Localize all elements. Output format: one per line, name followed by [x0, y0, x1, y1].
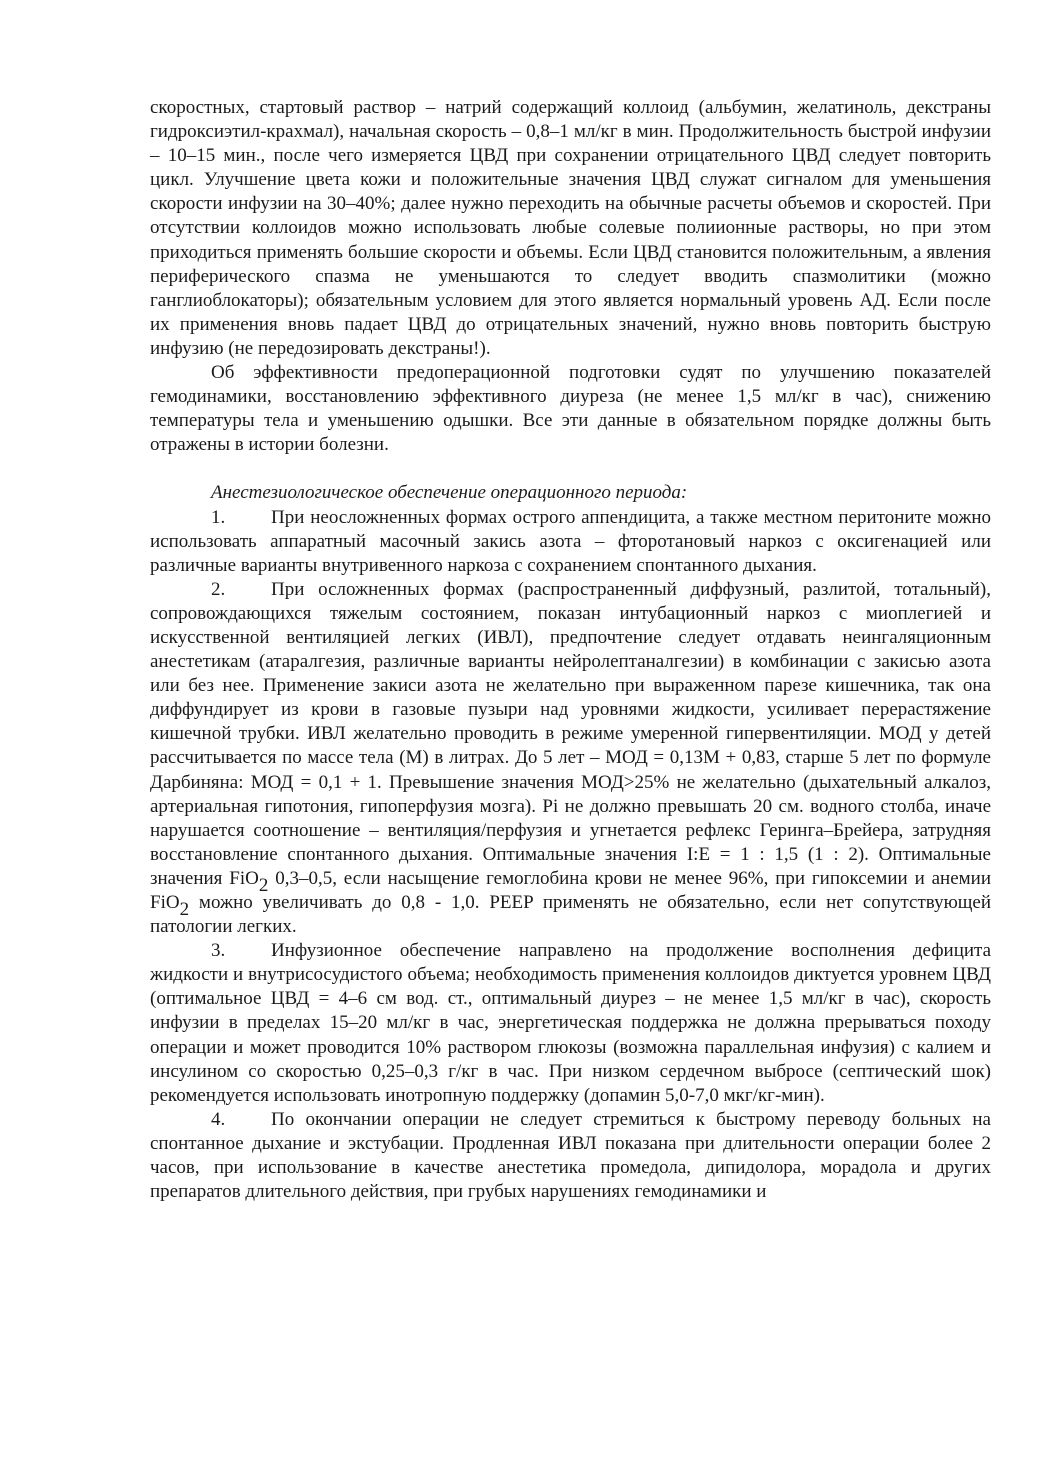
list-item-text: При осложненных формах (распространенный диффузный, разлитой, тотальный), сопровождающихся тяжелым состоянием, показан интубационный наркоз с миоплегией и искусственной вентиляцией легких (ИВЛ), предпочтение следует отдавать неингаляционным анестетикам (атаралгезия, различные варианты нейролептаналгезии) в комбинации с закисью азота или без нее. Применение закиси азота не желательно при выраженном парезе кишечника, так она диффундирует из крови в газовые пузыри над уровнями жидкости, усиливает перерастяжение кишечной трубки. ИВЛ желательно проводить в режиме умеренной гипервентиляции. МОД у детей рассчитывается по массе тела (М) в литрах. До 5 лет – МОД = 0,13М + 0,83, старше 5 лет по формуле Дарбиняна: МОД = 0,1 + 1. Превышение значения МОД>25% не желательно (дыхательный алкалоз, артериальная гипотония, гипоперфузия мозга). Pi не должно превышать 20 см. водного столба, иначе нарушается соотношение – вентиляция/перфузия и угнетается рефлекс Геринга–Брейера, затрудняя восстановление спонтанного дыхания. Оптимальные значения I:E = 1 : 1,5 (1 : 2). Оптимальные значения FiO	[150, 578, 991, 889]
paragraph-infusion: скоростных, стартовый раствор – натрий содержащий коллоид (альбумин, желатиноль, декстраны гидроксиэтил-крахмал), начальная скорость – 0,8–1 мл/кг в мин. Продолжительность быстрой инфузии – 10–15 мин., после чего измеряется ЦВД при сохранении отрицательного ЦВД следует повторить цикл. Улучшение цвета кожи и положительные значения ЦВД служат сигналом для уменьшения скорости инфузии на 30–40%; далее нужно переходить на обычные расчеты объемов и скоростей. При отсутствии коллоидов можно использовать любые солевые полиионные растворы, но при этом приходиться применять большие скорости и объемы. Если ЦВД становится положительным, а явления периферического спазма не уменьшаются то следует вводить спазмолитики (можно ганглиоблокаторы); обязательным условием для этого является нормальный уровень АД. Если после их применения вновь падает ЦВД до отрицательных значений, нужно вновь повторить быструю инфузию (не передозировать декстраны!).	[150, 97, 991, 359]
list-item-text: Инфузионное обеспечение направлено на продолжение восполнения дефицита жидкости и внутрисосудистого объема; необходимость применения коллоидов диктуется уровнем ЦВД (оптимальное ЦВД = 4–6 см вод. ст., оптимальный диурез – не менее 1,5 мл/кг в час), скорость инфузии в пределах 15–20 мл/кг в час, энергетическая поддержка не должна прерываться походу операции и может проводится 10% раствором глюкозы (возможна параллельная инфузия) с калием и инсулином со скоростью 0,25–0,3 г/кг в час. При низком сердечном выбросе (септический шок) рекомендуется использовать инотропную поддержку (допамин 5,0-7,0 мкг/кг-мин).	[150, 940, 991, 1106]
list-item-4	[150, 1108, 991, 1204]
list-item-number: 4.	[211, 1108, 226, 1130]
list-item-1	[150, 506, 991, 578]
list-item-text: По окончании операции не следует стремиться к быстрому переводу больных на спонтанное дыхание и экстубации. Продленная ИВЛ показана при длительности операции более 2 часов, при использование в качестве анестетика промедола, дипидолора, морадола и других препаратов длительного действия, при грубых нарушениях гемодинамики и	[150, 1108, 991, 1203]
list-item-text: можно увеличивать до 0,8 - 1,0. PEEP применять не обязательно, если нет сопутствующей патологии легких.	[150, 892, 991, 938]
list-item-number: 3.	[211, 940, 226, 962]
paragraph-effectiveness: Об эффективности предоперационной подготовки судят по улучшению показателей гемодинамики, восстановлению эффективного диуреза (не менее 1,5 мл/кг в час), снижению температуры тела и уменьшению одышки. Все эти данные в обязательном порядке должны быть отражены в истории болезни.	[150, 362, 991, 456]
list-item-text: При неосложненных формах острого аппендицита, а также местном перитоните можно использовать аппаратный масочный закись азота – фторотановый наркоз с оксигенацией или различные варианты внутривенного наркоза с сохранением спонтанного дыхания.	[150, 506, 991, 576]
list-item-2	[150, 578, 991, 939]
list-item-number: 2.	[211, 578, 226, 600]
list-item-number: 1.	[211, 506, 226, 528]
list-item-3	[150, 939, 991, 1108]
document-page	[150, 96, 991, 1204]
subscript: 2	[179, 899, 190, 920]
subscript: 2	[258, 874, 269, 896]
list-item-text: 0,3–0,5, если насыщение гемоглобина крови не менее 96%, при гипоксемии и анемии FiO	[150, 867, 991, 913]
section-heading: Анестезиологическое обеспечение операционного периода:	[211, 482, 688, 504]
